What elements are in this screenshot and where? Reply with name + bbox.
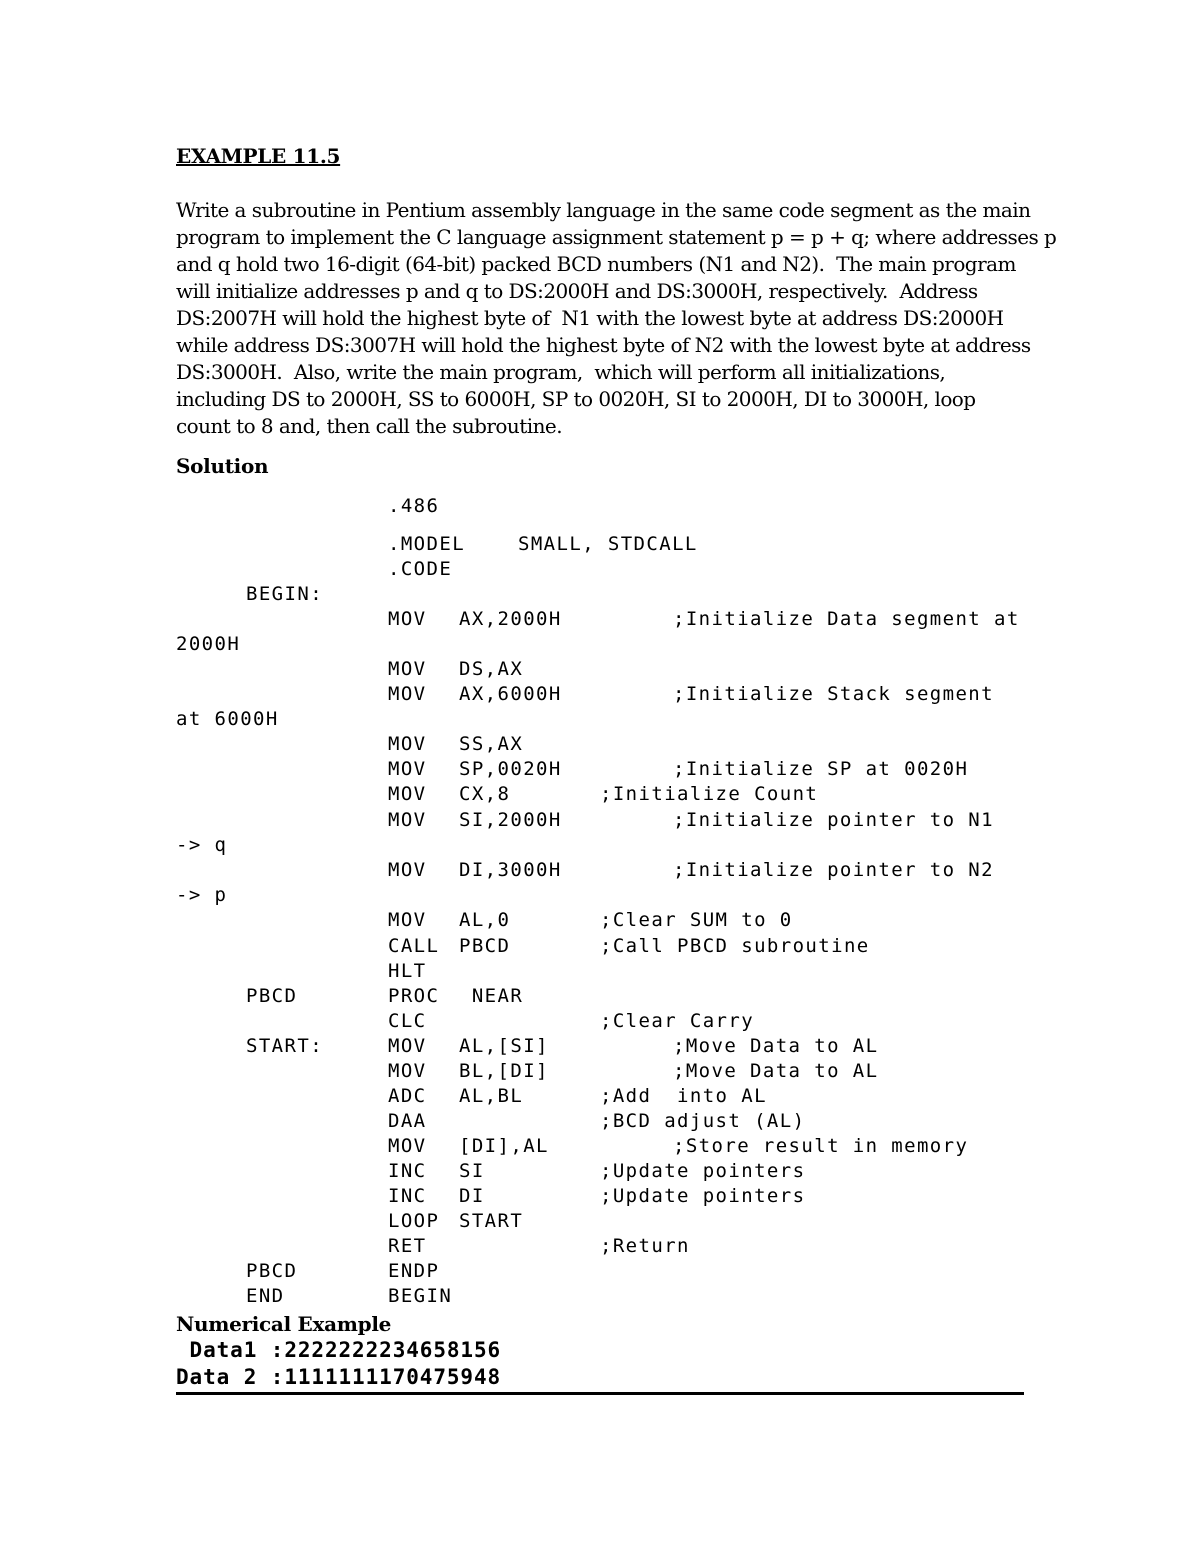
code-comment: ;Update pointers: [600, 1160, 806, 1182]
code-comment-continuation: [0, 707, 1200, 732]
code-operands: SI,2000H: [459, 809, 562, 831]
solution-heading: Solution: [176, 454, 269, 478]
code-mnemonic: CLC: [388, 1010, 427, 1032]
code-line: [0, 1259, 1200, 1284]
code-operands: AX,2000H: [459, 608, 562, 630]
horizontal-rule: [176, 1392, 1024, 1395]
problem-line: will initialize addresses p and q to DS:2000H and DS:3000H, respectively. Address: [176, 279, 978, 303]
problem-line: DS:2007H will hold the highest byte of N1 with the lowest byte at address DS:2000H: [176, 306, 1004, 330]
code-operands: PBCD: [459, 935, 511, 957]
code-operands: START: [459, 1210, 524, 1232]
code-comment: ;Store result in memory: [673, 1135, 969, 1157]
code-comment: ;BCD adjust (AL): [600, 1110, 806, 1132]
code-comment-continuation: [0, 883, 1200, 908]
data-value-line: Data1 :2222222234658156: [176, 1338, 502, 1362]
code-operands: DI,3000H: [459, 859, 562, 881]
problem-line: while address DS:3007H will hold the highest byte of N2 with the lowest byte at address: [176, 333, 1031, 357]
code-line: [0, 782, 1200, 807]
problem-line: and q hold two 16-digit (64-bit) packed BCD numbers (N1 and N2). The main program: [176, 252, 1016, 276]
code-line: [0, 1059, 1200, 1084]
code-line: [0, 582, 1200, 607]
code-operands: AL,0: [459, 909, 511, 931]
code-line: [0, 1284, 1200, 1309]
code-line: [0, 732, 1200, 757]
code-line: [0, 1034, 1200, 1059]
code-mnemonic: LOOP: [388, 1210, 440, 1232]
code-label: BEGIN:: [246, 583, 324, 605]
code-operands: SS,AX: [459, 733, 524, 755]
code-comment-wrap: -> p: [176, 884, 228, 906]
code-operands: AL,BL: [459, 1085, 524, 1107]
code-mnemonic: RET: [388, 1235, 427, 1257]
code-mnemonic: BEGIN: [388, 1285, 453, 1307]
code-line: [0, 682, 1200, 707]
code-mnemonic: INC: [388, 1160, 427, 1182]
code-mnemonic: MOV: [388, 909, 427, 931]
code-mnemonic: MOV: [388, 859, 427, 881]
code-comment: ;Initialize Count: [600, 783, 819, 805]
code-mnemonic: MOV: [388, 658, 427, 680]
code-mnemonic: PROC: [388, 985, 440, 1007]
code-line: [0, 908, 1200, 933]
code-comment: ;Initialize SP at 0020H: [673, 758, 969, 780]
code-mnemonic: MOV: [388, 683, 427, 705]
code-line: [0, 1009, 1200, 1034]
code-line: [0, 1109, 1200, 1134]
code-line: [0, 959, 1200, 984]
code-operands: BL,[DI]: [459, 1060, 549, 1082]
code-line: [0, 1209, 1200, 1234]
problem-statement: [176, 197, 1057, 440]
code-comment: ;Move Data to AL: [673, 1035, 879, 1057]
code-mnemonic: ENDP: [388, 1260, 440, 1282]
code-line: [0, 657, 1200, 682]
code-comment: ;Initialize Data segment at: [673, 608, 1020, 630]
code-operands: NEAR: [459, 985, 524, 1007]
code-line: [0, 607, 1200, 632]
code-operands: DS,AX: [459, 658, 524, 680]
code-line: [0, 934, 1200, 959]
code-comment-continuation: [0, 632, 1200, 657]
code-comment: ;Update pointers: [600, 1185, 806, 1207]
code-operands: DI: [459, 1185, 485, 1207]
problem-line: count to 8 and, then call the subroutine.: [176, 414, 563, 438]
code-operands: AL,[SI]: [459, 1035, 549, 1057]
code-line: [0, 858, 1200, 883]
data-value-line: Data 2 :1111111170475948: [176, 1365, 502, 1389]
code-line: [0, 1234, 1200, 1259]
code-mnemonic: HLT: [388, 960, 427, 982]
code-mnemonic: .486: [388, 495, 440, 517]
code-mnemonic: DAA: [388, 1110, 427, 1132]
code-mnemonic: .CODE: [388, 558, 453, 580]
code-line: [0, 984, 1200, 1009]
code-operands: SI: [459, 1160, 485, 1182]
code-mnemonic: .MODEL: [388, 533, 466, 555]
code-comment: ;Initialize pointer to N2: [673, 859, 994, 881]
code-mnemonic: MOV: [388, 1135, 427, 1157]
code-mnemonic: MOV: [388, 758, 427, 780]
code-comment: ;Initialize Stack segment: [673, 683, 994, 705]
code-comment-continuation: [0, 833, 1200, 858]
code-line: [0, 557, 1200, 582]
code-line: [0, 1134, 1200, 1159]
problem-line: including DS to 2000H, SS to 6000H, SP to 0020H, SI to 2000H, DI to 3000H, loop: [176, 387, 976, 411]
code-line: [0, 808, 1200, 833]
code-mnemonic: MOV: [388, 809, 427, 831]
code-label: PBCD: [246, 985, 298, 1007]
code-operands: AX,6000H: [459, 683, 562, 705]
code-comment: ;Call PBCD subroutine: [600, 935, 870, 957]
code-operands: [DI],AL: [459, 1135, 549, 1157]
code-comment-wrap: -> q: [176, 834, 228, 856]
code-line: [0, 1084, 1200, 1109]
code-mnemonic: MOV: [388, 733, 427, 755]
code-line: [0, 1184, 1200, 1209]
problem-line: Write a subroutine in Pentium assembly language in the same code segment as the main: [176, 198, 1031, 222]
code-mnemonic: INC: [388, 1185, 427, 1207]
numerical-example-heading: Numerical Example: [176, 1312, 392, 1336]
code-operands: SMALL, STDCALL: [518, 533, 698, 555]
code-mnemonic: MOV: [388, 783, 427, 805]
code-operands: CX,8: [459, 783, 511, 805]
problem-line: DS:3000H. Also, write the main program, which will perform all initializations,: [176, 360, 946, 384]
code-comment: ;Initialize pointer to N1: [673, 809, 994, 831]
code-line: [0, 757, 1200, 782]
code-operands: SP,0020H: [459, 758, 562, 780]
code-comment: ;Clear SUM to 0: [600, 909, 793, 931]
code-line: [0, 494, 1200, 519]
code-comment-wrap: at 6000H: [176, 708, 279, 730]
code-label: PBCD: [246, 1260, 298, 1282]
code-comment: ;Return: [600, 1235, 690, 1257]
code-comment: ;Move Data to AL: [673, 1060, 879, 1082]
code-mnemonic: MOV: [388, 1060, 427, 1082]
code-mnemonic: ADC: [388, 1085, 427, 1107]
code-mnemonic: MOV: [388, 1035, 427, 1057]
code-line: [0, 532, 1200, 557]
problem-line: program to implement the C language assignment statement p = p + q; where addresses p: [176, 225, 1057, 249]
code-mnemonic: CALL: [388, 935, 440, 957]
code-line: [0, 1159, 1200, 1184]
example-heading: EXAMPLE 11.5: [176, 144, 341, 168]
code-label: END: [246, 1285, 285, 1307]
code-comment: ;Clear Carry: [600, 1010, 755, 1032]
code-label: START:: [246, 1035, 324, 1057]
code-mnemonic: MOV: [388, 608, 427, 630]
code-comment-wrap: 2000H: [176, 633, 241, 655]
code-comment: ;Add into AL: [600, 1085, 767, 1107]
